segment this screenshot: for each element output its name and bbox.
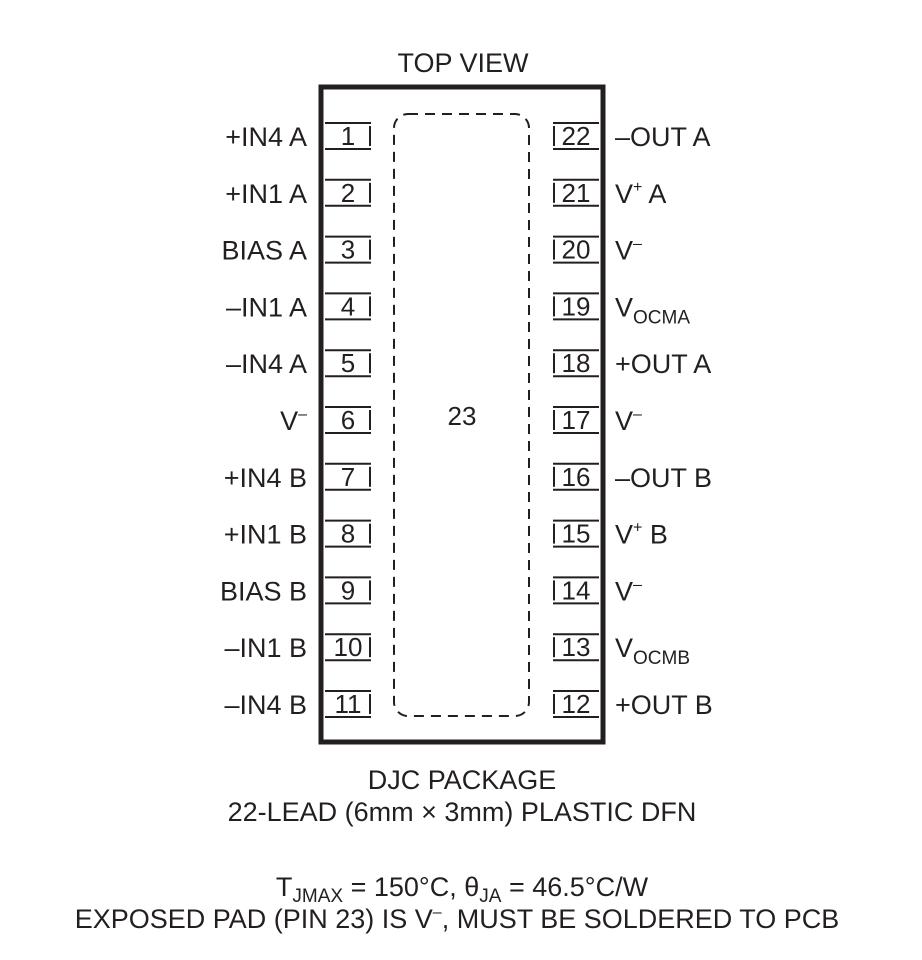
right-pin-12 — [553, 689, 713, 720]
pin-number: 4 — [340, 291, 356, 322]
left-pin-9 — [220, 575, 371, 606]
pin-label — [615, 463, 712, 493]
pin-label-superscript: – — [298, 406, 307, 423]
pin-label-subscript: OCMA — [633, 307, 691, 329]
exposed-note-superscript: – — [432, 904, 442, 921]
pin-number: 10 — [333, 632, 363, 663]
pin-number: 18 — [561, 348, 591, 379]
theta-subscript: JA — [479, 886, 502, 907]
pin-number: 19 — [561, 291, 591, 322]
pin-label — [220, 576, 307, 606]
pin-number: 12 — [561, 689, 591, 719]
right-pin-13 — [553, 632, 690, 669]
right-pin-18 — [553, 348, 711, 379]
pin-label-text: +IN1 A — [225, 178, 307, 209]
pin-number: 13 — [561, 632, 591, 663]
right-pin-20 — [553, 235, 642, 266]
pin-number: 1 — [340, 121, 356, 151]
left-pin-11 — [224, 689, 371, 720]
pin-label-text: +OUT B — [615, 690, 713, 720]
pin-label — [615, 179, 666, 209]
pin-number: 6 — [340, 405, 356, 435]
left-pin-column — [220, 121, 371, 720]
pin-number: 8 — [340, 518, 356, 549]
pin-label — [615, 122, 711, 152]
pin-label-text: V — [615, 519, 634, 550]
pin-label — [615, 576, 642, 606]
pin-label-text: V — [615, 235, 634, 266]
pin-number: 2 — [340, 177, 356, 208]
pin-label-text: V — [280, 406, 299, 436]
thermal-spec — [276, 872, 649, 907]
pin-number: 14 — [561, 575, 591, 606]
pin-label — [224, 633, 307, 663]
pin-label — [280, 406, 307, 436]
pin-label-text: –OUT B — [615, 462, 713, 493]
pin-label-superscript: + — [633, 519, 643, 537]
pin-number: 22 — [561, 121, 591, 151]
pin-label-text: –IN1 A — [225, 292, 307, 323]
pin-label-text: +IN4 A — [225, 122, 307, 152]
pin-label-text: V — [615, 576, 634, 607]
right-pin-21 — [553, 178, 666, 209]
pin-label-text: –IN4 A — [225, 349, 307, 380]
pin-label-text: V — [615, 406, 634, 436]
pin-number: 21 — [561, 177, 591, 208]
right-pin-17 — [553, 405, 642, 436]
pin-label-superscript: + — [633, 178, 643, 196]
left-pin-6 — [280, 405, 371, 436]
pin-label — [615, 292, 690, 328]
pin-label — [225, 122, 307, 152]
pin-label-superscript: – — [633, 576, 642, 594]
left-pin-2 — [225, 178, 371, 209]
exposed-pad-number: 23 — [447, 401, 477, 431]
pin-label — [615, 633, 690, 669]
left-pin-4 — [226, 291, 371, 322]
pin-label — [615, 406, 642, 436]
pin-number: 16 — [561, 461, 591, 492]
pin-label-suffix: B — [642, 519, 668, 550]
tjmax-value: = 150°C, — [343, 872, 465, 902]
right-pin-15 — [553, 519, 668, 550]
pin-label — [226, 292, 307, 322]
right-pin-14 — [553, 575, 642, 606]
theta-value: = 46.5°C/W — [501, 872, 649, 902]
tjmax-subscript: JMAX — [292, 886, 344, 907]
pin-label-text: +OUT A — [615, 349, 712, 380]
pin-label-superscript: – — [633, 406, 642, 423]
pin-label-text: –OUT A — [615, 122, 711, 152]
top-view-title: TOP VIEW — [397, 48, 529, 78]
pin-label — [226, 349, 307, 379]
exposed-pad-note — [75, 904, 840, 934]
pin-number: 17 — [561, 405, 591, 435]
pin-label-text: V — [615, 178, 634, 209]
left-pin-3 — [221, 235, 371, 266]
theta-symbol: θ — [464, 872, 480, 902]
pin-label — [224, 463, 307, 493]
pin-label-text: +IN4 B — [223, 462, 307, 493]
pin-label — [221, 236, 307, 266]
pin-label-text: BIAS A — [221, 235, 307, 266]
pin-label — [225, 179, 307, 209]
pin-number: 3 — [340, 234, 356, 265]
left-pin-10 — [224, 632, 371, 663]
right-pin-column — [553, 121, 713, 720]
pin-label — [615, 520, 668, 550]
right-pin-22 — [553, 121, 711, 152]
pin-label-text: –IN1 B — [224, 633, 307, 664]
pin-label-superscript: – — [633, 235, 642, 253]
pin-label — [224, 520, 307, 550]
left-pin-8 — [224, 519, 371, 550]
right-pin-16 — [553, 462, 712, 493]
pin-label — [615, 349, 711, 379]
exposed-note-suffix: , MUST BE SOLDERED TO PCB — [441, 904, 840, 934]
pin-number: 20 — [561, 234, 591, 265]
pin-label — [224, 690, 307, 720]
package-description: 22-LEAD (6mm × 3mm) PLASTIC DFN — [227, 797, 697, 827]
pin-label-text: BIAS B — [219, 576, 307, 607]
pin-label-text: V — [615, 292, 634, 323]
left-pin-7 — [224, 462, 371, 493]
exposed-note-prefix: EXPOSED PAD (PIN 23) IS V — [74, 904, 433, 934]
pin-label-suffix: A — [642, 178, 667, 209]
right-pin-19 — [553, 291, 690, 328]
tjmax-symbol: T — [275, 872, 293, 902]
pin-label — [615, 236, 642, 266]
pin-label — [615, 690, 713, 720]
pin-number: 9 — [340, 575, 356, 606]
pin-number: 15 — [561, 518, 591, 549]
pin-number: 7 — [340, 461, 356, 492]
package-name: DJC PACKAGE — [367, 765, 557, 795]
pin-number: 11 — [334, 689, 362, 719]
pin-label-text: –IN4 B — [224, 690, 307, 720]
pin-label-subscript: OCMB — [633, 648, 691, 670]
pin-label-text: V — [615, 633, 634, 664]
left-pin-1 — [225, 121, 371, 152]
pin-label-text: +IN1 B — [223, 519, 307, 550]
left-pin-5 — [226, 348, 371, 379]
pin-number: 5 — [340, 348, 356, 379]
